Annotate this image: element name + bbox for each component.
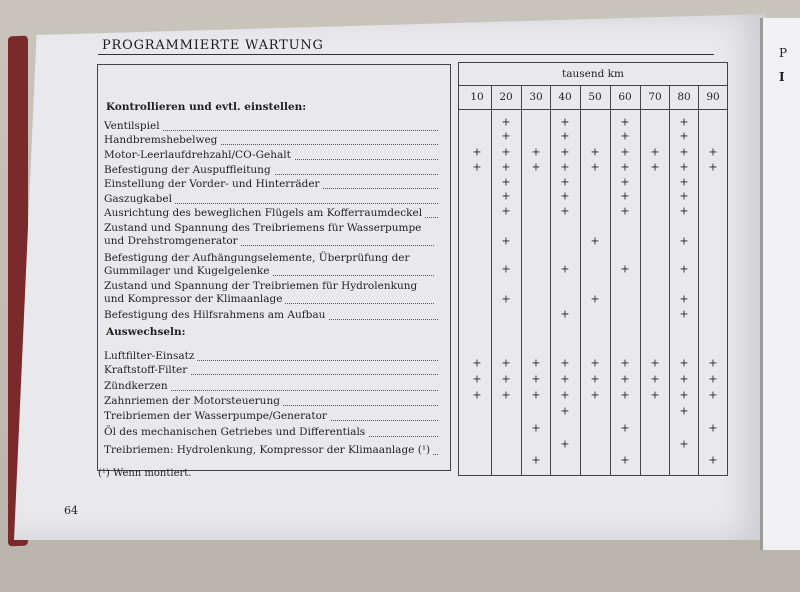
service-mark: +	[472, 356, 482, 370]
service-mark: +	[590, 356, 600, 370]
task-row	[104, 178, 438, 191]
column-divider	[580, 85, 581, 475]
task-row	[104, 444, 438, 457]
service-mark: +	[590, 388, 600, 402]
service-mark: +	[560, 262, 570, 276]
service-mark: +	[501, 356, 511, 370]
service-mark: +	[501, 175, 511, 189]
service-mark: +	[708, 372, 718, 386]
task-row	[104, 395, 438, 408]
service-mark: +	[560, 160, 570, 174]
service-mark: +	[501, 129, 511, 143]
service-mark: +	[620, 356, 630, 370]
service-mark: +	[501, 292, 511, 306]
task-label: Treibriemen der Wasserpumpe/Generator	[104, 410, 330, 422]
task-label: Öl des mechanischen Getriebes und Differentials	[104, 426, 368, 438]
service-mark: +	[650, 160, 660, 174]
task-row	[104, 380, 438, 393]
service-mark: +	[501, 115, 511, 129]
facing-page-letter: I	[779, 70, 785, 84]
service-mark: +	[501, 145, 511, 159]
facing-page-letter: P	[779, 46, 788, 60]
service-mark: +	[679, 292, 689, 306]
service-mark: +	[708, 453, 718, 467]
service-mark: +	[560, 437, 570, 451]
service-mark: +	[620, 145, 630, 159]
km-column-header: 50	[588, 91, 602, 103]
service-mark: +	[650, 388, 660, 402]
header-rule	[459, 109, 727, 110]
service-mark: +	[531, 421, 541, 435]
service-mark: +	[560, 204, 570, 218]
section-heading: Kontrollieren und evtl. einstellen:	[106, 101, 307, 113]
service-mark: +	[679, 307, 689, 321]
service-mark: +	[531, 160, 541, 174]
service-mark: +	[560, 356, 570, 370]
service-mark: +	[679, 437, 689, 451]
task-label: Gaszugkabel	[104, 193, 175, 205]
service-mark: +	[679, 372, 689, 386]
service-mark: +	[501, 160, 511, 174]
task-row	[104, 309, 438, 322]
service-mark: +	[472, 145, 482, 159]
task-row	[104, 207, 438, 220]
km-column-header: 30	[529, 91, 543, 103]
task-label: Befestigung der Auspuffleitung	[104, 164, 274, 176]
service-mark: +	[560, 372, 570, 386]
task-row	[104, 120, 438, 133]
service-mark: +	[679, 388, 689, 402]
km-column-header: 20	[499, 91, 513, 103]
service-mark: +	[679, 234, 689, 248]
column-divider	[491, 85, 492, 475]
service-mark: +	[620, 115, 630, 129]
column-divider	[610, 85, 611, 475]
service-mark: +	[501, 234, 511, 248]
service-mark: +	[531, 453, 541, 467]
footnote: (¹) Wenn montiert.	[98, 468, 192, 479]
task-row	[104, 193, 438, 206]
service-mark: +	[650, 372, 660, 386]
unit-label: tausend km	[459, 63, 727, 86]
service-mark: +	[590, 160, 600, 174]
title-rule	[98, 54, 714, 55]
service-mark: +	[531, 145, 541, 159]
service-mark: +	[472, 388, 482, 402]
service-mark: +	[472, 160, 482, 174]
service-mark: +	[679, 175, 689, 189]
page-title: PROGRAMMIERTE WARTUNG	[102, 38, 324, 53]
task-label: Treibriemen: Hydrolenkung, Kompressor der Klimaanlage (¹)	[104, 444, 433, 456]
page-number: 64	[64, 504, 78, 517]
column-divider	[550, 85, 551, 475]
service-mark: +	[531, 388, 541, 402]
task-row	[104, 410, 438, 423]
service-mark: +	[679, 129, 689, 143]
service-mark: +	[679, 356, 689, 370]
service-mark: +	[560, 307, 570, 321]
task-label: Befestigung der Aufhängungselemente, Überprüfung der Gummilager und Kugelgelenke	[104, 252, 410, 277]
service-mark: +	[708, 145, 718, 159]
column-divider	[640, 85, 641, 475]
km-column-header: 10	[470, 91, 484, 103]
task-label: Zustand und Spannung des Treibriemens für Wasserpumpe und Drehstromgenerator	[104, 222, 422, 247]
service-mark: +	[679, 160, 689, 174]
task-row	[104, 134, 438, 147]
service-mark: +	[501, 372, 511, 386]
km-column-header: 70	[648, 91, 662, 103]
service-mark: +	[590, 372, 600, 386]
service-mark: +	[708, 160, 718, 174]
column-divider	[521, 85, 522, 475]
service-mark: +	[620, 204, 630, 218]
task-row	[104, 364, 438, 377]
service-mark: +	[650, 356, 660, 370]
column-divider	[669, 85, 670, 475]
service-mark: +	[708, 356, 718, 370]
service-mark: +	[620, 189, 630, 203]
service-mark: +	[590, 234, 600, 248]
service-mark: +	[560, 145, 570, 159]
service-mark: +	[620, 388, 630, 402]
service-mark: +	[560, 175, 570, 189]
service-mark: +	[620, 372, 630, 386]
service-mark: +	[620, 262, 630, 276]
task-label: Befestigung des Hilfsrahmens am Aufbau	[104, 309, 328, 321]
service-mark: +	[531, 356, 541, 370]
task-label: Ausrichtung des beweglichen Flügels am Kofferraumdeckel	[104, 207, 425, 219]
task-row	[104, 252, 434, 278]
service-mark: +	[560, 404, 570, 418]
service-mark: +	[590, 145, 600, 159]
service-mark: +	[620, 160, 630, 174]
km-column-header: 80	[677, 91, 691, 103]
task-label: Kraftstoff-Filter	[104, 364, 190, 376]
column-divider	[698, 85, 699, 475]
task-row	[104, 350, 438, 363]
service-mark: +	[679, 115, 689, 129]
task-row	[104, 164, 438, 177]
service-mark: +	[501, 189, 511, 203]
service-mark: +	[620, 175, 630, 189]
task-row	[104, 149, 438, 162]
service-mark: +	[620, 129, 630, 143]
task-row	[104, 222, 434, 248]
service-mark: +	[560, 388, 570, 402]
task-label: Ventilspiel	[104, 120, 163, 132]
task-label: Motor-Leerlaufdrehzahl/CO-Gehalt	[104, 149, 294, 161]
service-mark: +	[560, 129, 570, 143]
service-mark: +	[620, 421, 630, 435]
service-mark: +	[620, 453, 630, 467]
service-mark: +	[560, 189, 570, 203]
service-mark: +	[679, 404, 689, 418]
task-label: Luftfilter-Einsatz	[104, 350, 197, 362]
task-row	[104, 426, 438, 439]
task-label: Handbremshebelweg	[104, 134, 220, 146]
km-column-header: 90	[706, 91, 720, 103]
km-column-header: 60	[618, 91, 632, 103]
service-mark: +	[650, 145, 660, 159]
service-mark: +	[708, 421, 718, 435]
service-mark: +	[501, 204, 511, 218]
task-row	[104, 280, 434, 306]
service-mark: +	[679, 204, 689, 218]
section-heading: Auswechseln:	[106, 326, 186, 338]
service-mark: +	[708, 388, 718, 402]
km-column-header: 40	[558, 91, 572, 103]
service-mark: +	[472, 372, 482, 386]
service-mark: +	[560, 115, 570, 129]
service-mark: +	[501, 262, 511, 276]
task-label: Zustand und Spannung der Treibriemen für Hydrolenkung und Kompressor der Klimaanlage	[104, 280, 418, 305]
service-mark: +	[679, 145, 689, 159]
task-label: Zahnriemen der Motorsteuerung	[104, 395, 283, 407]
facing-page-edge	[760, 18, 800, 550]
service-mark: +	[679, 262, 689, 276]
service-mark: +	[590, 292, 600, 306]
task-label: Zündkerzen	[104, 380, 171, 392]
service-mark: +	[679, 189, 689, 203]
service-mark: +	[531, 372, 541, 386]
task-label: Einstellung der Vorder- und Hinterräder	[104, 178, 323, 190]
maintenance-grid	[458, 62, 728, 476]
service-mark: +	[501, 388, 511, 402]
